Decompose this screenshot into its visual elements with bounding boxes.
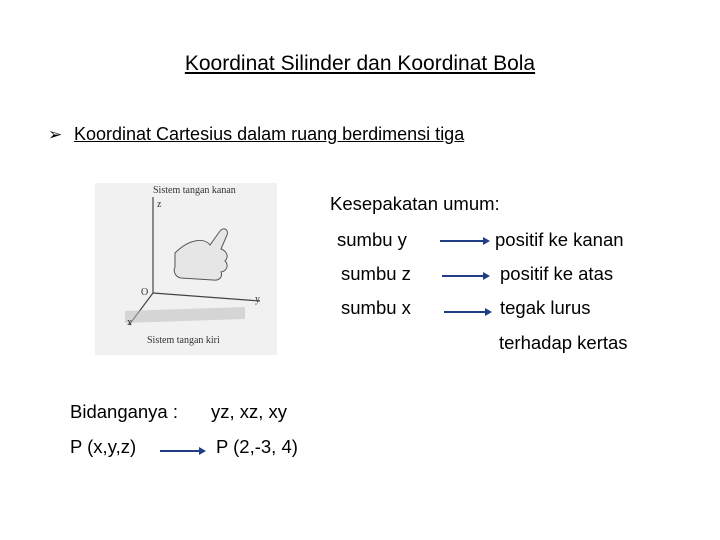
arrow-right-icon — [444, 311, 486, 313]
arrow-right-icon — [442, 275, 484, 277]
axis-z-label: z — [157, 199, 162, 210]
bullet-item — [48, 124, 464, 145]
left-hand-smudge — [125, 307, 245, 323]
planes-label: Bidanganya : — [70, 401, 179, 422]
origin-label: O — [141, 287, 149, 298]
convention-axis-y: sumbu y — [337, 229, 407, 250]
convention-meaning-y: positif ke kanan — [495, 229, 624, 250]
convention-heading: Kesepakatan umum: — [330, 193, 500, 214]
convention-continuation: terhadap kertas — [499, 332, 628, 353]
y-axis-line — [153, 293, 260, 301]
axes-diagram — [95, 183, 277, 355]
convention-axis-x: sumbu x — [341, 297, 411, 318]
right-hand-drawing — [174, 229, 227, 280]
convention-axis-z: sumbu z — [341, 263, 411, 284]
coordinate-figure — [95, 183, 277, 355]
figure-bottom-caption: Sistem tangan kiri — [147, 335, 220, 346]
axis-y-label: y — [255, 294, 260, 305]
arrow-bullet-icon: ➢ — [48, 125, 63, 144]
bullet-text: Koordinat Cartesius dalam ruang berdimensi tiga — [74, 124, 465, 144]
point-general: P (x,y,z) — [70, 436, 137, 457]
convention-meaning-z: positif ke atas — [500, 263, 614, 284]
arrow-right-icon — [440, 240, 484, 242]
point-example: P (2,-3, 4) — [216, 436, 298, 457]
convention-meaning-x: tegak lurus — [500, 297, 591, 318]
axis-x-label: x — [127, 317, 132, 328]
arrow-right-icon — [160, 450, 200, 452]
figure-top-caption: Sistem tangan kanan — [153, 185, 236, 196]
planes-values: yz, xz, xy — [211, 401, 288, 422]
slide-title: Koordinat Silinder dan Koordinat Bola — [184, 52, 536, 75]
